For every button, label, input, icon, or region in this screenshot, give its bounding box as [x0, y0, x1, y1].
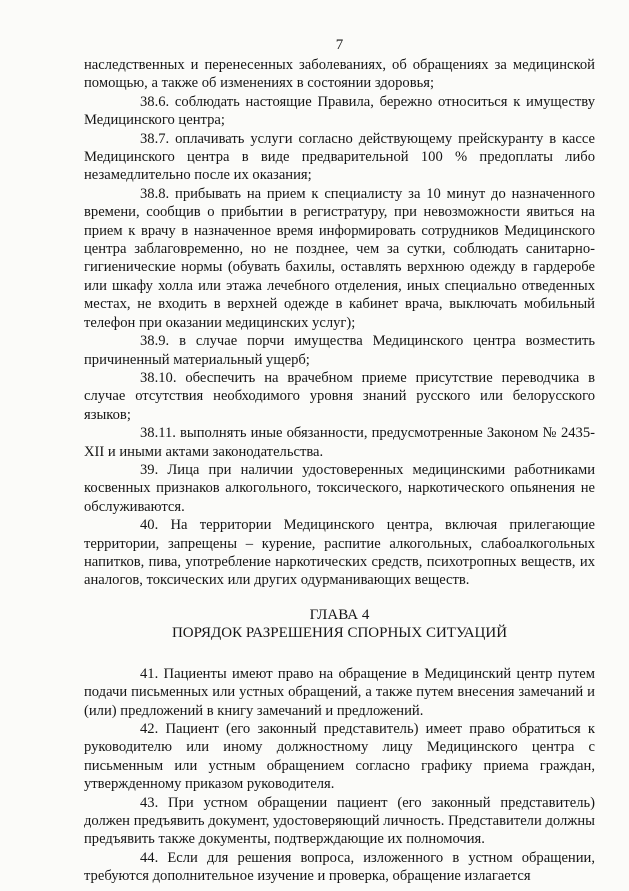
chapter-number: ГЛАВА 4	[309, 606, 370, 623]
paragraphs-before-chapter	[84, 56, 595, 590]
document-body	[84, 56, 595, 886]
paragraph: 38.11. выполнять иные обязанности, предусмотренные Законом № 2435-XII и иными актами законодательства.	[84, 425, 595, 460]
paragraph: наследственных и перенесенных заболеваниях, об обращениях за медицинской помощью, а также об изменениях в состоянии здоровья;	[84, 57, 595, 92]
chapter-heading	[84, 606, 595, 643]
paragraphs-after-chapter	[84, 665, 595, 886]
chapter-title: ПОРЯДОК РАЗРЕШЕНИЯ СПОРНЫХ СИТУАЦИЙ	[171, 625, 508, 642]
paragraph: 38.10. обеспечить на врачебном приеме присутствие переводчика в случае отсутствия необходимого уровня знаний русского или белорусского языков;	[84, 369, 595, 423]
paragraph: 38.6. соблюдать настоящие Правила, бережно относиться к имуществу Медицинского центра;	[84, 93, 595, 129]
page-number: 7	[335, 37, 344, 53]
paragraph: 42. Пациент (его законный представитель) имеет право обратиться к руководителю или иному должностному лицу Медицинского центра с письменным или устным обращением согласно графику приема граждан, утвержденному приказом руководителя.	[84, 721, 595, 793]
paragraph: 38.8. прибывать на прием к специалисту за 10 минут до назначенного времени, сообщив о прибытии в регистратуру, при невозможности явиться на прием к врачу в назначенное время информировать сотрудников Медицинского центра заблаговременно, но не позднее, чем за сутки, соблюдать санитарно-гигиенические нормы (обувать бахилы, оставлять верхнюю одежду в гардеробе или шкафу холла или этажа лечебного отделения, иных специально отведенных местах, не входить в верхней одежде в кабинет врача, выключать мобильный телефон при оказании медицинских услуг);	[84, 185, 595, 331]
paragraph: 40. На территории Медицинского центра, включая прилегающие территории, запрещены – курение, распитие алкогольных, слабоалкогольных напитков, пива, употребление наркотических средств, психотропных веществ, их аналогов, токсических или других одурманивающих веществ.	[84, 517, 595, 589]
paragraph: 43. При устном обращении пациент (его законный представитель) должен предъявить документ, удостоверяющий личность. Представители должны предъявить также документы, подтверждающие их полномочия.	[84, 794, 595, 848]
paragraph: 39. Лица при наличии удостоверенных медицинскими работниками косвенных признаков алкогольного, токсического, наркотического опьянения не обслуживаются.	[84, 461, 595, 515]
paragraph: 41. Пациенты имеют право на обращение в Медицинский центр путем подачи письменных или устных обращений, а также путем внесения замечаний и (или) предложений в книгу замечаний и предложений.	[84, 665, 595, 719]
paragraph: 44. Если для решения вопроса, изложенного в устном обращении, требуются дополнительное изучение и проверка, обращение излагается	[84, 849, 595, 885]
paragraph: 38.9. в случае порчи имущества Медицинского центра возместить причиненный материальный ущерб;	[84, 333, 595, 368]
paragraph: 38.7. оплачивать услуги согласно действующему прейскуранту в кассе Медицинского центра в виде предварительной 100 % предоплаты либо незамедлительно после их оказания;	[84, 130, 595, 184]
